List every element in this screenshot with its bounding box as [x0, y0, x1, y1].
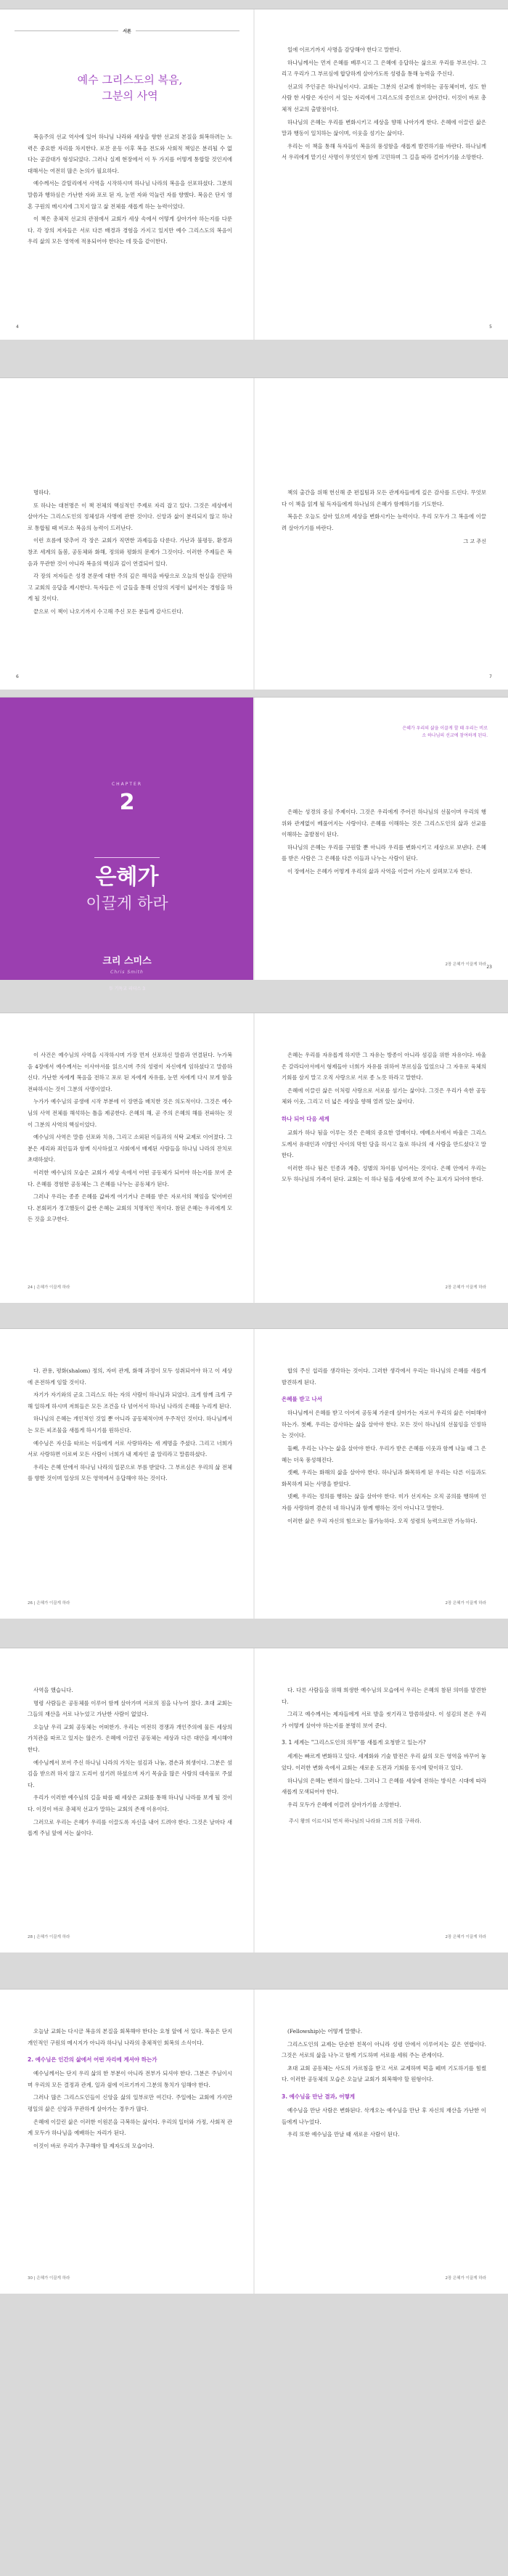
body-text [282, 2105, 486, 2140]
page-footer: 2장 은혜가 이끌게 하라 [445, 2276, 486, 2281]
running-head-text: 서론 [123, 28, 131, 34]
chapter-title [28, 72, 232, 104]
paragraph: 우리가 이러한 예수님의 길을 따를 때 세상은 교회를 통해 하나님 나라를 보게 될 것이다. 이것이 바로 총체적 선교가 말하는 교회의 존재 이유이다. [28, 1794, 232, 1812]
paragraph: 은혜는 성경의 중심 주제이다. 그것은 우리에게 주어진 하나님의 선물이며 우리의 행위와 관계없이 베풀어지는 사랑이다. 은혜를 이해하는 것은 그리스도인의 삶과 선교를 이해하는 출발점이 된다. [282, 809, 486, 838]
body-text [282, 1685, 486, 1731]
paragraph: 이 사건은 예수님의 사역을 시작하시며 가장 먼저 선포하신 말씀과 연결된다. 누가복음 4장에서 예수께서는 이사야서를 읽으시며 주의 성령이 자신에게 임하셨다고 말씀하신다. 가난한 자에게 복음을 전하고 포로 된 자에게 자유를, 눈먼 자에게 다시 보게 함을 전파하시는 것이 그분의 사명이었다. [28, 1052, 232, 1092]
chapter-number: 2 [119, 790, 135, 815]
paragraph: 세계는 빠르게 변화하고 있다. 세계화와 기술 발전은 우리 삶의 모든 영역을 바꾸어 놓았다. 이러한 변화 속에서 교회는 새로운 도전과 기회를 동시에 맞이하고 있다. [282, 1753, 486, 1771]
body-text [282, 1751, 486, 1810]
paragraph: 우리는 이 책을 통해 독자들이 복음의 풍성함을 새롭게 발견하기를 바란다. 하나님께서 우리에게 맡기신 사명이 무엇인지 함께 고민하며 그 길을 따라 걸어가기를 소망한다. [282, 142, 486, 161]
section-heading: 3. 예수님을 만난 결과, 어떻게 [282, 2093, 356, 2100]
page-number: 6 [16, 674, 19, 679]
paragraph: 예수님은 자신을 따르는 이들에게 서로 사랑하라는 새 계명을 주셨다. 그리고 너희가 서로 사랑하면 이로써 모든 사람이 너희가 내 제자인 줄 알리라고 말씀하셨다. [28, 1439, 232, 1458]
paragraph: 다. 다른 사람들을 위해 희생한 예수님의 모습에서 우리는 은혜의 참된 의미를 발견한다. [282, 1687, 486, 1705]
body-text [28, 487, 232, 618]
body-text [282, 1407, 486, 1526]
paragraph: 예수님께서 보여 주신 하나님 나라의 가치는 섬김과 나눔, 겸손과 희생이다. 그분은 섬김을 받으려 하지 않고 도리어 섬기려 하셨으며 자기 목숨을 많은 사람의 대속물로 주셨다. [28, 1759, 232, 1788]
page-footer: 28 | 은혜가 이끌게 하라 [28, 1935, 70, 1939]
page-28 [0, 1648, 254, 1953]
paragraph: 이러한 삶은 우리 자신의 힘으로는 불가능하다. 오직 성령의 능력으로만 가능하다. [287, 1517, 478, 1524]
section-heading: 하나 되어 다음 세계 [282, 1115, 329, 1122]
paragraph: 은혜에 이끌린 삶은 이러한 이원론을 극복하는 삶이다. 우리의 일터와 가정, 사회적 관계 모두가 하나님을 예배하는 자리가 된다. [28, 2118, 232, 2137]
paragraph: 복음주의 선교 역사에 있어 하나님 나라와 세상을 향한 선교의 본질을 회복하려는 노력은 중요한 자리를 차지한다. 로잔 운동 이후 복음 전도와 사회적 책임은 분리될 수 없다는 공감대가 형성되었다. 그러나 실제 현장에서 이 두 가지를 어떻게 통합할 것인지에 대해서는 여전히 많은 논의가 필요하다. [28, 134, 232, 174]
spread-3 [0, 697, 508, 991]
paragraph: 일에 이르기까지 사명을 감당해야 한다고 말한다. [287, 46, 401, 53]
chapter-label: CHAPTER [111, 782, 143, 787]
chapter-title-line2: 이끌게 하라 [86, 895, 168, 913]
paragraph: 예수께서는 갈릴리에서 사역을 시작하시며 하나님 나라의 복음을 선포하셨다. 그분의 말씀과 행하심은 가난한 자와 포로 된 자, 눈먼 자와 억눌린 자를 향했다. 복음은 단지 영혼 구원의 메시지에 그치지 않고 삶 전체를 새롭게 하는 능력이었다. [28, 180, 232, 210]
page-25 [254, 1013, 508, 1303]
paragraph: 그러나 많은 그리스도인들이 신앙을 삶의 일부로만 여긴다. 주일에는 교회에 가지만 평일의 삶은 신앙과 무관하게 살아가는 경우가 많다. [28, 2094, 232, 2112]
paragraph: 선교의 주인공은 하나님이시다. 교회는 그분의 선교에 참여하는 공동체이며, 성도 한 사람 한 사람은 자신이 서 있는 자리에서 그리스도의 증인으로 살아간다. 이것이 바로 총체적 선교의 출발점이다. [282, 83, 486, 113]
paragraph: 넷째, 우리는 정의를 행하는 삶을 살아야 한다. 미가 선지자는 오직 공의를 행하며 인자를 사랑하며 겸손히 네 하나님과 함께 행하는 것이 아니냐고 말한다. [282, 1493, 486, 1511]
body-text [28, 2068, 232, 2151]
chapter-title-line2: 그분의 사역 [102, 89, 158, 102]
page-23 [254, 698, 508, 980]
paragraph: 하나님께서 은혜를 받고 이어져 공동체 가운데 살아가는 자로서 우리의 삶은 어떠해야 하는가. 첫째, 우리는 감사하는 삶을 살아야 한다. 모든 것이 하나님의 선물임을 인정하는 것이다. [282, 1410, 486, 1439]
divider [94, 857, 160, 858]
paragraph: 하나님의 은혜는 우리를 구원할 뿐 아니라 우리를 변화시키고 세상으로 보낸다. 은혜를 받은 사람은 그 은혜를 다른 이들과 나누는 사람이 된다. [282, 843, 486, 862]
chapter-title: 은혜가 [95, 864, 159, 890]
page-footer: 2장 은혜가 이끌게 하라 [445, 1935, 486, 1939]
chapter-title-line1: 예수 그리스도의 복음, [77, 73, 183, 86]
paragraph: 그리스도인의 교제는 단순한 친목이 아니라 성령 안에서 이루어지는 깊은 연합이다. 그것은 서로의 삶을 나누고 함께 기도하며 서로를 세워 주는 관계이다. [282, 2040, 486, 2059]
chapter-cover [0, 698, 254, 991]
page-footer: 2장 은혜가 이끌게 하라 [445, 962, 486, 967]
signature: 그 고 주신 [463, 539, 486, 545]
paragraph: 오늘날 교회는 다시금 복음의 본질을 회복해야 한다는 요청 앞에 서 있다. 복음은 단지 개인적인 구원의 메시지가 아니라 하나님 나라의 총체적인 회복의 소식이다. [28, 2028, 232, 2046]
page-7 [254, 378, 508, 690]
author-name-en: Chris Smith [110, 970, 144, 975]
paragraph: 예수님의 사역은 말씀 선포와 치유, 그리고 소외된 이들과의 식탁 교제로 이어졌다. 그분은 세리와 죄인들과 함께 식사하셨고 사회에서 배제된 사람들을 하나님 나라의 잔치로 초대하셨다. [28, 1134, 232, 1164]
body-text [28, 1050, 232, 1225]
paragraph: 이런 흐름에 맞추어 각 장은 교회가 직면한 과제들을 다룬다. 가난과 불평등, 환경과 창조 세계의 돌봄, 공동체와 화해, 정의와 평화의 문제가 그것이다. 이러한 주제들은 복음과 무관한 것이 아니라 복음의 핵심과 깊이 연결되어 있다. [28, 537, 232, 567]
page-30 [0, 1990, 254, 2294]
body-text [282, 1127, 486, 1185]
body-text [282, 44, 486, 163]
body-text [282, 806, 486, 878]
paragraph: 명하다. [33, 489, 51, 496]
paragraph: 교회가 하나 됨을 이루는 것은 은혜의 중요한 열매이다. 에베소서에서 바울은 그리스도께서 유대인과 이방인 사이의 막힌 담을 허시고 둘로 하나의 새 사람을 만드셨다고 말한다. [282, 1129, 486, 1159]
paragraph: 하나님의 은혜는 변하지 않는다. 그러나 그 은혜를 세상에 전하는 방식은 시대에 따라 새롭게 모색되어야 한다. [282, 1777, 486, 1796]
paragraph: 명령 사람들은 공동체를 이루어 함께 살아가며 서로의 짐을 나누어 졌다. 초대 교회는 그들의 재산을 서로 나누었고 가난한 사람이 없었다. [28, 1699, 232, 1718]
spread-4 [0, 1013, 508, 1303]
spread-6 [0, 1648, 508, 1953]
paragraph: 합의 주신 섭리를 생각하는 것이다. 그러한 생각에서 우리는 하나님의 은혜를 새롭게 발견하게 된다. [282, 1367, 486, 1386]
page-number: 5 [489, 324, 492, 330]
paragraph: 예수님을 만난 사람은 변화된다. 삭개오는 예수님을 만난 후 자신의 재산을 가난한 이들에게 나누었다. [282, 2106, 486, 2125]
page-footer: 2장 은혜가 이끌게 하라 [445, 1601, 486, 1606]
spread-1 [0, 9, 508, 340]
spread-5 [0, 1328, 508, 1619]
paragraph: 각 장의 저자들은 성경 본문에 대한 주의 깊은 해석을 바탕으로 오늘의 현실을 진단하고 교회의 응답을 제시한다. 독자들은 이 글들을 통해 신앙의 지평이 넓어지는 경험을 하게 될 것이다. [28, 573, 232, 602]
page-4 [0, 9, 254, 340]
page-5 [254, 9, 508, 340]
paragraph: 다. 관용, 평화(shalom) 정의, 자비 관계, 화해 과정이 모두 성취되어야 하고 이 세상에 온전하게 임할 것이다. [28, 1367, 232, 1386]
paragraph: 끝으로 이 책이 나오기까지 수고해 주신 모든 분들께 감사드린다. [33, 608, 184, 615]
page-26 [0, 1329, 254, 1619]
page-24 [0, 1013, 254, 1303]
body-text [28, 2026, 232, 2048]
page-31 [254, 1990, 508, 2294]
section-heading: 2. 예수님은 인간의 삶에서 어떤 자리에 계셔야 하는가 [28, 2056, 157, 2064]
body-text [282, 487, 486, 533]
paragraph: 이러한 예수님의 모습은 교회가 세상 속에서 어떤 공동체가 되어야 하는지를 보여 준다. 은혜를 경험한 공동체는 그 은혜를 나누는 공동체가 된다. [28, 1169, 232, 1187]
page-footer: 30 | 은혜가 이끌게 하라 [28, 2276, 70, 2281]
paragraph: 복음은 오늘도 살아 있으며 세상을 변화시키는 능력이다. 우리 모두가 그 복음에 이끌려 살아가기를 바란다. [282, 513, 486, 531]
paragraph: 그러므로 우리는 은혜가 우리를 이끌도록 자신을 내어 드려야 한다. 그것은 날마다 새롭게 주님 앞에 서는 삶이다. [28, 1818, 232, 1837]
running-head [15, 25, 239, 36]
paragraph: 이러한 하나 됨은 인종과 계층, 성별의 차이를 넘어서는 것이다. 은혜 안에서 우리는 모두 하나님의 가족이 된다. 교회는 이 하나 됨을 세상에 보여 주는 표지가 되어야 한다. [282, 1164, 486, 1183]
paragraph: 그리고 예수께서는 제자들에게 서로 발을 씻기라고 말씀하셨다. 이 섬김의 본은 우리가 어떻게 살아야 하는지를 분명히 보여 준다. [282, 1711, 486, 1729]
author-name: 크리 스미스 [102, 956, 152, 967]
body-text [282, 2026, 486, 2085]
paragraph: 우리 모두가 은혜에 이끌려 살아가기를 소망한다. [287, 1801, 401, 1808]
paragraph: 이 장에서는 은혜가 어떻게 우리의 삶과 사역을 이끌어 가는지 살펴보고자 한다. [287, 867, 472, 875]
paragraph: 우리 또한 예수님을 만날 때 새로운 사람이 된다. [287, 2131, 400, 2138]
paragraph: 하나님의 은혜는 우리를 변화시키고 세상을 향해 나아가게 한다. 은혜에 이끌린 삶은 말과 행동이 일치하는 삶이며, 이웃을 섬기는 삶이다. [282, 118, 486, 137]
paragraph: 누가가 예수님의 공생애 시작 부분에 이 장면을 배치한 것은 의도적이다. 그것은 예수님의 사역 전체를 해석하는 틀을 제공한다. 은혜의 해, 곧 주의 은혜의 해를 전파하는 것이 그분의 사역의 핵심이었다. [28, 1098, 232, 1128]
body-text [282, 1365, 486, 1388]
section-heading: 은혜를 받고 나서 [282, 1396, 322, 1403]
paragraph: 은혜에 이끌린 삶은 이처럼 사랑으로 서로를 섬기는 삶이다. 그것은 우리가 속한 공동체와 이웃, 그리고 더 넓은 세상을 향해 열려 있는 삶이다. [282, 1087, 486, 1105]
paragraph: 오늘날 우리 교회 공동체는 어떠한가. 우리는 여전히 경쟁과 개인주의에 물든 세상의 가치관을 따르고 있지는 않은가. 은혜에 이끌린 공동체는 세상과 다른 대안을 제시해야 한다. [28, 1723, 232, 1753]
page-27 [254, 1329, 508, 1619]
paragraph: 그러나 우리는 종종 은혜를 값싸게 여기거나 은혜를 받은 자로서의 책임을 잊어버린다. 본회퍼가 경고했듯이 값싼 은혜는 교회의 치명적인 적이다. 참된 은혜는 우리에게 모든 것을 요구한다. [28, 1193, 232, 1223]
spread-2 [0, 377, 508, 690]
page-number: 4 [16, 324, 19, 330]
paragraph: 둘째, 우리는 나누는 삶을 살아야 한다. 우리가 받은 은혜를 이웃과 함께 나눌 때 그 은혜는 더욱 풍성해진다. [282, 1444, 486, 1463]
quote-block: 주시 왕의 이르시되 먼저 하나님의 나라와 그의 의를 구하라. [289, 1818, 422, 1825]
author-affiliation: 두 기독교 리더스 3 [108, 986, 146, 991]
paragraph: 책의 출간을 위해 헌신해 준 편집팀과 모든 관계자들에게 깊은 감사를 드린다. 무엇보다 이 책을 읽게 될 독자들에게 하나님의 은혜가 함께하기를 기도한다. [282, 489, 486, 507]
spread-7 [0, 1989, 508, 2294]
page-footer: 2장 은혜가 이끌게 하라 [445, 1285, 486, 1290]
numbered-heading: 3. 1 세계는 "그리스도인의 의무"를 새롭게 요청받고 있는가? [282, 1739, 426, 1746]
body-text [282, 1050, 486, 1108]
paragraph: 이 책은 총체적 선교의 관점에서 교회가 세상 속에서 어떻게 살아가야 하는지를 다룬다. 각 장의 저자들은 서로 다른 배경과 경험을 가지고 있지만 예수 그리스도의 복음이 우리 삶의 모든 영역에 적용되어야 한다는 데 뜻을 같이한다. [28, 216, 232, 245]
body-text [28, 1365, 232, 1484]
paragraph: 초대 교회 공동체는 사도의 가르침을 받고 서로 교제하며 떡을 떼며 기도하기를 힘썼다. 이러한 공동체의 모습은 오늘날 교회가 회복해야 할 원형이다. [282, 2064, 486, 2083]
chapter-epigraph: 은혜가 우리의 삶을 이끌게 할 때 우리는 비로소 하나님의 선교에 참여하게 된다. [402, 726, 488, 738]
paragraph: 자기가 자기와의 군요 그리스도 하는 자의 사람이 하나님과 되었다. 크게 함께 크게 구해 일하게 하시며 저희들은 모든 조건을 다 넘어서서 하나님 나라의 은혜를 누리게 된다. [28, 1391, 232, 1410]
page-number: 7 [489, 674, 492, 679]
paragraph: (Fellowship)는 어떻게 말했나. [287, 2028, 363, 2035]
paragraph: 하나님의 은혜는 개인적인 것일 뿐 아니라 공동체적이며 우주적인 것이다. 하나님께서는 모든 피조물을 새롭게 하시기를 원하신다. [28, 1415, 232, 1434]
paragraph: 예수님께서는 단지 우리 삶의 한 부분이 아니라 전부가 되셔야 한다. 그분은 주님이시며 우리의 모든 결정과 관계, 일과 쉼에 이르기까지 그분의 통치가 임해야 한다. [28, 2070, 232, 2088]
paragraph: 우리는 은혜 안에서 하나님 나라의 일꾼으로 부름 받았다. 그 부르심은 우리의 삶 전체를 향한 것이며 일상의 모든 영역에서 응답해야 하는 것이다. [28, 1463, 232, 1482]
paragraph: 하나님께서는 먼저 은혜를 베푸시고 그 은혜에 응답하는 삶으로 우리를 부르신다. 그리고 우리가 그 부르심에 합당하게 살아가도록 성령을 통해 능력을 주신다. [282, 59, 486, 78]
paragraph: 은혜는 우리를 자유롭게 하지만 그 자유는 방종이 아니라 섬김을 위한 자유이다. 바울은 갈라디아서에서 형제들아 너희가 자유를 위하여 부르심을 입었으나 그 자유로 육체의 기회를 삼지 말고 오직 사랑으로 서로 종 노릇 하라고 말한다. [282, 1052, 486, 1081]
paragraph: 또 하나는 대천명은 이 책 전체의 핵심적인 주제로 자리 잡고 있다. 그것은 세상에서 살아가는 그리스도인의 정체성과 사명에 관한 것이다. 신앙과 삶이 분리되지 않고 하나로 통합될 때 비로소 복음의 능력이 드러난다. [28, 502, 232, 531]
paragraph: 이것이 바로 우리가 추구해야 할 제자도의 모습이다. [33, 2142, 155, 2149]
body-text [28, 131, 232, 248]
page-footer: 24 | 은혜가 이끌게 하라 [28, 1285, 70, 1290]
body-text [28, 1685, 232, 1839]
page-6 [0, 378, 254, 690]
page-number: 23 [486, 965, 492, 970]
paragraph: 셋째, 우리는 화해의 삶을 살아야 한다. 하나님과 화목하게 된 우리는 다른 이들과도 화목하게 되는 사명을 받았다. [282, 1469, 486, 1487]
page-footer: 26 | 은혜가 이끌게 하라 [28, 1601, 70, 1606]
page-29 [254, 1648, 508, 1953]
paragraph: 사역을 했습니다. [33, 1687, 73, 1693]
